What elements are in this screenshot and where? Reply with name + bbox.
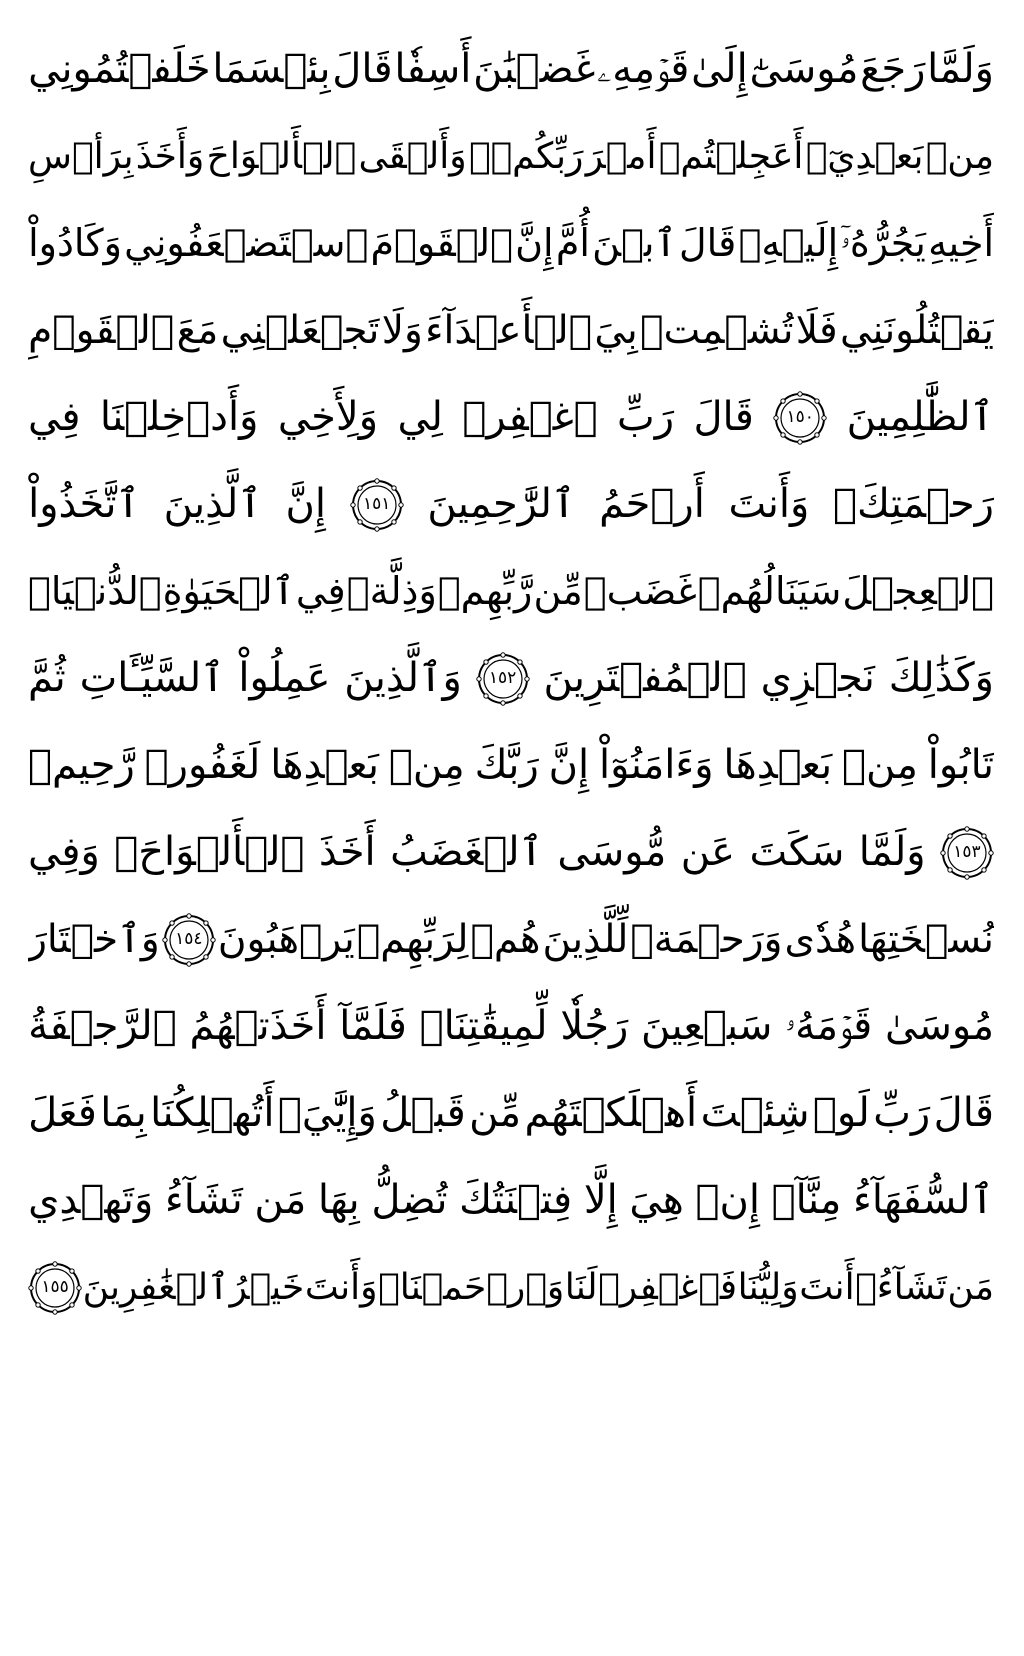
verse-word: إِنَّ bbox=[548, 742, 590, 788]
verse-word: مُّوسَى bbox=[557, 829, 667, 875]
verse-word: مَعَ bbox=[176, 308, 219, 353]
text-line bbox=[28, 374, 994, 461]
verse-word: ٱلۡأَلۡوَاحَۖ bbox=[114, 829, 305, 875]
verse-word: عَن bbox=[680, 829, 736, 875]
verse-word: رَجَعَ bbox=[860, 46, 926, 92]
text-line bbox=[28, 287, 994, 374]
verse-word: ٱلۡقَوۡمِ bbox=[28, 308, 175, 353]
verse-word: وَلَمَّا bbox=[927, 46, 994, 92]
verse-word: قَبۡلُ bbox=[380, 1090, 466, 1136]
ayah-number: ١٥٠ bbox=[786, 407, 814, 427]
text-line bbox=[28, 548, 994, 635]
verse-word: ٱتَّخَذُواْ bbox=[28, 481, 140, 527]
verse-word: فَلَمَّآ bbox=[339, 1003, 407, 1049]
verse-word: إِنۡ bbox=[695, 1177, 761, 1223]
verse-word: قَوۡمَهُۥ bbox=[785, 1003, 873, 1049]
verse-word: إِلَّا bbox=[583, 1177, 618, 1223]
verse-word: هُمۡ bbox=[470, 917, 541, 962]
ayah-number: ١٥٣ bbox=[953, 842, 981, 862]
verse-word: وَٱلَّذِينَ bbox=[344, 655, 462, 701]
verse-word: فَعَلَ bbox=[28, 1090, 97, 1136]
text-line bbox=[28, 200, 994, 287]
verse-word: لَغَفُورٞ bbox=[144, 742, 261, 788]
verse-word: أَتُهۡلِكُنَا bbox=[150, 1090, 275, 1136]
verse-word: رَبِّ bbox=[873, 1090, 931, 1136]
verse-word: خَيۡرُ bbox=[229, 1267, 305, 1308]
verse-word: ٱلۡمُفۡتَرِينَ bbox=[543, 655, 747, 701]
verse-word: أَنتَ bbox=[799, 1267, 855, 1308]
verse-word: شِئۡتَ bbox=[700, 1090, 810, 1136]
verse-word: قَالَ bbox=[678, 221, 737, 265]
verse-word: وَذِلَّةٞ bbox=[346, 569, 437, 613]
ayah-number-marker bbox=[940, 826, 994, 880]
verse-word: أَعَجِلۡتُمۡ bbox=[658, 136, 804, 177]
verse-word: بِئۡسَمَا bbox=[212, 46, 331, 92]
verse-word: وَرَحۡمَةٞ bbox=[630, 917, 783, 962]
verse-word: ٱلۡغَضَبُ bbox=[390, 829, 543, 875]
ayah-number: ١٥٢ bbox=[488, 668, 517, 688]
verse-word: أُمَّ bbox=[555, 221, 590, 265]
verse-word: ٱبۡنَ bbox=[592, 221, 677, 265]
verse-word: ٱلۡأَعۡدَآءَ bbox=[425, 308, 593, 353]
text-line bbox=[28, 635, 994, 722]
verse-word: بَعۡدِهَا bbox=[723, 742, 833, 788]
verse-word: أَخِيهِ bbox=[928, 221, 994, 265]
verse-word: ٱلَّذِينَ bbox=[163, 481, 262, 527]
verse-word: رَّحِيمٞ bbox=[28, 742, 135, 788]
verse-word: فِتۡنَتُكَ bbox=[459, 1177, 573, 1223]
verse-word: وَفِي bbox=[28, 829, 100, 875]
ayah-number: ١٥٥ bbox=[41, 1277, 69, 1297]
verse-word: وَكَذَٰلِكَ bbox=[888, 655, 994, 701]
text-line bbox=[28, 983, 994, 1070]
verse-word: لَنَا bbox=[564, 1267, 598, 1308]
verse-word: وَأَنتَ bbox=[728, 481, 810, 527]
verse-word: وَأَنتَ bbox=[304, 1267, 378, 1308]
verse-word: خَلَفۡتُمُونِي bbox=[28, 46, 211, 92]
text-line bbox=[28, 1070, 994, 1157]
verse-word: تَشَآءُ bbox=[164, 1177, 243, 1223]
verse-word: ٱلۡعِجۡلَ bbox=[842, 569, 994, 613]
verse-word: مِنَّآۖ bbox=[771, 1177, 842, 1223]
ayah-number-marker bbox=[476, 652, 530, 706]
verse-word: ٱلرَّجۡفَةُ bbox=[28, 1003, 177, 1049]
verse-word: رَبِّ bbox=[617, 394, 675, 440]
verse-word: فِي bbox=[28, 394, 81, 440]
verse-word: وَلِأَخِي bbox=[277, 394, 379, 440]
verse-word: نَجۡزِي bbox=[760, 655, 875, 701]
verse-word: مُوسَىٰٓ bbox=[749, 46, 859, 92]
verse-word: غَضَبٞ bbox=[583, 569, 697, 613]
ayah-number-marker bbox=[162, 913, 216, 967]
verse-word: رَّبِّهِمۡ bbox=[437, 569, 533, 613]
verse-word: وَٱرۡحَمۡنَاۖ bbox=[378, 1267, 565, 1308]
verse-word: مِنۢ bbox=[925, 136, 994, 177]
verse-word: ٱغۡفِرۡ bbox=[462, 394, 598, 440]
verse-word: يَجُرُّهُۥٓ bbox=[840, 221, 926, 265]
verse-word: فَلَا bbox=[795, 308, 838, 353]
verse-word: تَجۡعَلۡنِي bbox=[220, 308, 380, 353]
verse-word: أَسِفٗا bbox=[394, 46, 472, 92]
verse-word: تُضِلُّ bbox=[371, 1177, 448, 1223]
verse-word: سَكَتَ bbox=[749, 829, 845, 875]
verse-word: مَن bbox=[254, 1177, 307, 1223]
verse-word: مِنۢ bbox=[842, 742, 918, 788]
verse-word: ٱلسَّيِّـَٔاتِ bbox=[79, 655, 225, 701]
verse-word: وَلَا bbox=[381, 308, 423, 353]
ayah-number: ١٥٤ bbox=[175, 929, 203, 949]
verse-word: بِهَا bbox=[317, 1177, 360, 1223]
verse-word: لِي bbox=[397, 394, 443, 440]
verse-word: ٱلۡأَلۡوَاحَ bbox=[206, 136, 357, 177]
text-line bbox=[28, 461, 994, 548]
text-line bbox=[28, 1244, 994, 1331]
verse-word: قَالَ bbox=[332, 46, 393, 92]
verse-word: قَالَ bbox=[693, 394, 754, 440]
text-line bbox=[28, 26, 994, 113]
verse-word: وَأَخَذَ bbox=[135, 136, 205, 177]
verse-word: سَيَنَالُهُمۡ bbox=[697, 569, 842, 613]
verse-word: ٱلۡحَيَوٰةِ bbox=[162, 569, 295, 613]
verse-word: غَضۡبَٰنَ bbox=[473, 46, 596, 92]
verse-word: وَأَلۡقَى bbox=[358, 136, 467, 177]
verse-word: مَن bbox=[947, 1267, 994, 1308]
ayah-number-marker bbox=[350, 478, 404, 532]
verse-word: فِي bbox=[295, 569, 346, 613]
ayah-number-marker bbox=[28, 1261, 82, 1315]
verse-word: فَٱغۡفِرۡ bbox=[598, 1267, 738, 1308]
verse-word: مِنۢ bbox=[388, 742, 465, 788]
verse-word: بَعۡدِيٓۖ bbox=[805, 136, 924, 177]
verse-word: ٱلدُّنۡيَاۚ bbox=[28, 569, 162, 613]
verse-word: بِمَا bbox=[100, 1090, 147, 1136]
verse-word: إِنَّ bbox=[285, 481, 326, 527]
verse-word: لِرَبِّهِمۡ bbox=[356, 917, 469, 962]
quran-page bbox=[28, 26, 994, 1626]
verse-word: أَخَذَ bbox=[318, 829, 376, 875]
verse-word: يَقۡتُلُونَنِي bbox=[840, 308, 994, 353]
verse-word: بِيَ bbox=[594, 308, 638, 353]
text-line bbox=[28, 809, 994, 896]
verse-word: مِّن bbox=[469, 1090, 522, 1136]
text-line bbox=[28, 722, 994, 809]
verse-word: وَلَمَّا bbox=[858, 829, 926, 875]
verse-word: قَوۡمِهِۦ bbox=[597, 46, 690, 92]
verse-word: رَحۡمَتِكَۖ bbox=[833, 481, 994, 527]
verse-word: مُوسَىٰ bbox=[885, 1003, 994, 1049]
verse-word: وَءَامَنُوٓاْ bbox=[599, 742, 714, 788]
verse-word: رَبِّكُمۡۖ bbox=[468, 136, 584, 177]
verse-word: وَأَدۡخِلۡنَا bbox=[99, 394, 259, 440]
verse-word: لِّلَّذِينَ bbox=[542, 917, 629, 962]
verse-word: يَرۡهَبُونَ bbox=[217, 917, 355, 962]
verse-word: ٱسۡتَضۡعَفُونِي bbox=[124, 221, 369, 265]
verse-word: ثُمَّ bbox=[28, 655, 66, 701]
verse-word: عَمِلُواْ bbox=[238, 655, 331, 701]
verse-word: لَوۡ bbox=[812, 1090, 870, 1136]
verse-word: أَمۡرَ bbox=[585, 136, 657, 177]
verse-word: أَخَذَتۡهُمُ bbox=[189, 1003, 327, 1049]
verse-word: أَهۡلَكۡتَهُم bbox=[524, 1090, 698, 1136]
verse-word: رَجُلٗا bbox=[560, 1003, 629, 1049]
verse-word: وَلِيُّنَا bbox=[737, 1267, 799, 1308]
verse-word: رَبَّكَ bbox=[474, 742, 539, 788]
ayah-number-marker bbox=[773, 391, 827, 445]
verse-word: تَشَآءُۖ bbox=[855, 1267, 947, 1308]
text-line bbox=[28, 896, 994, 983]
verse-word: بَعۡدِهَا bbox=[270, 742, 379, 788]
verse-word: وَتَهۡدِي bbox=[28, 1177, 154, 1223]
verse-word: مِّن bbox=[533, 569, 583, 613]
verse-word: وَكَادُواْ bbox=[28, 221, 122, 265]
verse-word: تَابُواْ bbox=[927, 742, 994, 788]
verse-word: ٱلسُّفَهَآءُ bbox=[853, 1177, 994, 1223]
verse-word: لِّمِيقَٰتِنَاۖ bbox=[419, 1003, 548, 1049]
verse-word: قَالَ bbox=[933, 1090, 994, 1136]
verse-word: نُسۡخَتِهَا bbox=[858, 917, 994, 962]
verse-word: هُدٗى bbox=[784, 917, 857, 962]
verse-word: ٱلۡغَٰفِرِينَ bbox=[82, 1267, 230, 1308]
verse-word: إِلَيۡهِۚ bbox=[738, 221, 839, 265]
verse-word: بِرَأۡسِ bbox=[28, 136, 134, 177]
text-line bbox=[28, 113, 994, 200]
verse-word: ٱلۡقَوۡمَ bbox=[370, 221, 513, 265]
verse-word: وَٱخۡتَارَ bbox=[28, 917, 160, 962]
verse-word: هِيَ bbox=[629, 1177, 684, 1223]
verse-word: وَإِيَّٰيَۖ bbox=[277, 1090, 377, 1136]
verse-word: سَبۡعِينَ bbox=[641, 1003, 773, 1049]
verse-word: إِنَّ bbox=[515, 221, 554, 265]
verse-word: أَرۡحَمُ bbox=[599, 481, 705, 527]
text-line bbox=[28, 1157, 994, 1244]
verse-word: إِلَىٰ bbox=[691, 46, 748, 92]
verse-word: تُشۡمِتۡ bbox=[640, 308, 794, 353]
verse-word: ٱلرَّٰحِمِينَ bbox=[427, 481, 576, 527]
verse-word: ٱلظَّٰلِمِينَ bbox=[846, 394, 994, 440]
ayah-number: ١٥١ bbox=[362, 494, 391, 514]
